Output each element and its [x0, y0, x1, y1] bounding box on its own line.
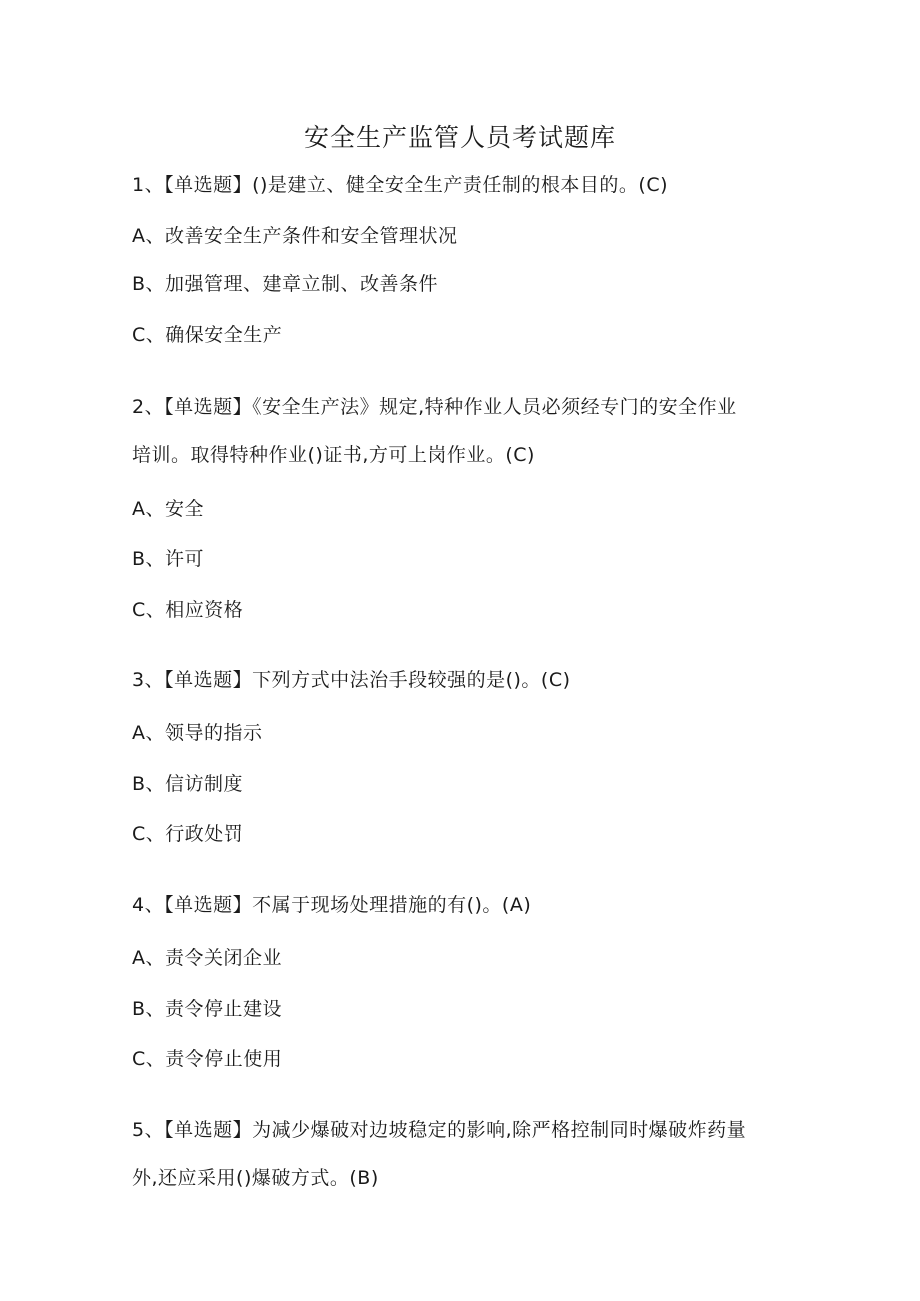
question-3-option-c: C、行政处罚 [132, 823, 244, 845]
question-2-option-b: B、许可 [132, 548, 205, 570]
question-3-option-b: B、信访制度 [132, 773, 244, 795]
question-1-stem: 1、【单选题】()是建立、健全安全生产责任制的根本目的。(C) [132, 174, 669, 196]
question-4-option-c: C、责令停止使用 [132, 1048, 283, 1070]
question-1-option-a: A、改善安全生产条件和安全管理状况 [132, 225, 458, 247]
question-2-option-a: A、安全 [132, 498, 204, 520]
question-1-option-b: B、加强管理、建章立制、改善条件 [132, 273, 439, 295]
question-4-option-a: A、责令关闭企业 [132, 947, 282, 969]
question-2-option-c: C、相应资格 [132, 599, 244, 621]
question-5-stem-line-2: 外,还应采用()爆破方式。(B) [132, 1167, 379, 1189]
question-4-option-b: B、责令停止建设 [132, 998, 283, 1020]
document-title: 安全生产监管人员考试题库 [303, 123, 616, 152]
question-4-stem: 4、【单选题】不属于现场处理措施的有()。(A) [132, 894, 532, 916]
question-2-stem-line-2: 培训。取得特种作业()证书,方可上岗作业。(C) [132, 444, 535, 466]
question-3-option-a: A、领导的指示 [132, 722, 263, 744]
question-1-option-c: C、确保安全生产 [132, 324, 283, 346]
question-2-stem-line-1: 2、【单选题】《安全生产法》规定,特种作业人员必须经专门的安全作业 [132, 396, 737, 418]
question-5-stem-line-1: 5、【单选题】为减少爆破对边坡稳定的影响,除严格控制同时爆破炸药量 [132, 1119, 747, 1141]
question-3-stem: 3、【单选题】下列方式中法治手段较强的是()。(C) [132, 669, 571, 691]
